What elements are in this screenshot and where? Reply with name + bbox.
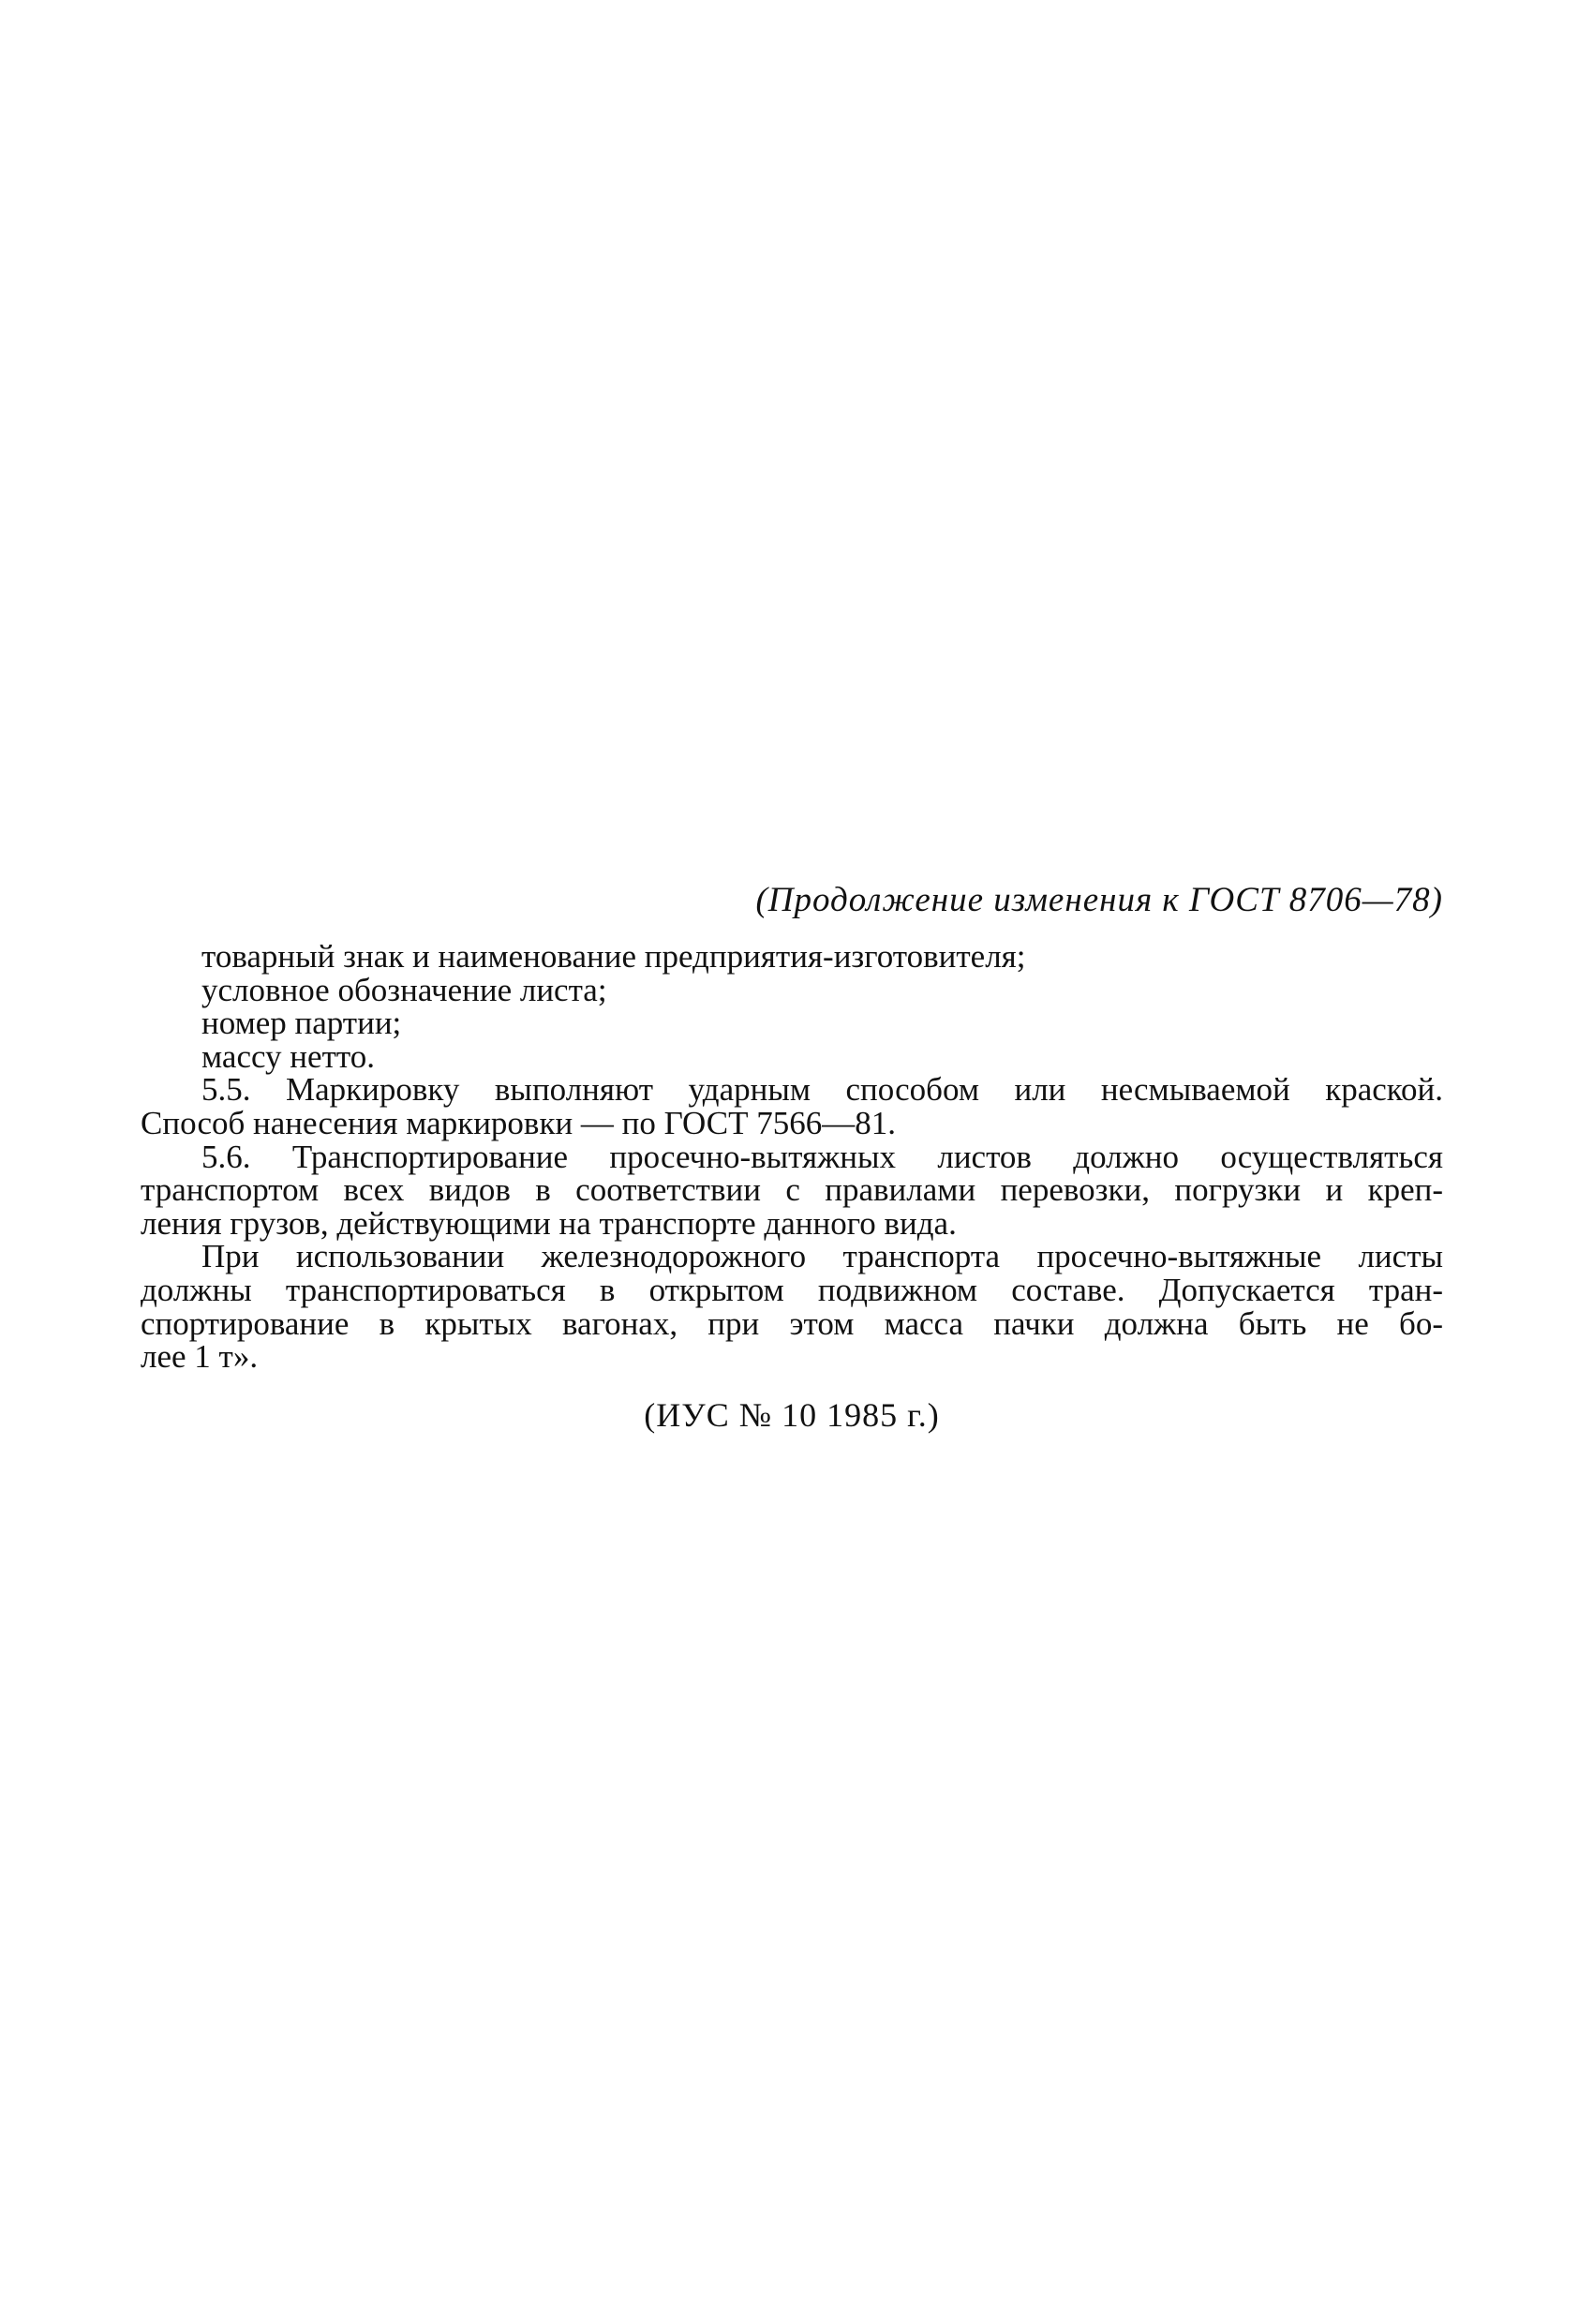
text-line: лее 1 т». (141, 1338, 259, 1376)
text-line: 5.6. Транспортирование просечно-вытяжных листов должно осуществляться (201, 1138, 1443, 1175)
text-line: транспортом всех видов в соответствии с правилами перевозки, погрузки и креп- (141, 1171, 1443, 1209)
continuation-header: (Продолжение изменения к ГОСТ 8706—78) (755, 881, 1443, 919)
text-line: 5.5. Маркировку выполняют ударным способом или несмываемой краской. (201, 1071, 1443, 1109)
text-line: товарный знак и наименование предприятия-изготовителя; (201, 938, 1026, 975)
text-line: условное обозначение листа; (201, 971, 607, 1008)
text-line: ления грузов, действующими на транспорте данного вида. (141, 1204, 957, 1242)
text-line: Способ нанесения маркировки — по ГОСТ 7566—81. (141, 1104, 896, 1141)
text-line: При использовании железнодорожного транспорта просечно-вытяжные листы (201, 1238, 1443, 1275)
document-body (141, 940, 1443, 1374)
text-line: номер партии; (201, 1005, 402, 1042)
publication-reference: (ИУС № 10 1985 г.) (644, 1396, 940, 1434)
text-line: массу нетто. (201, 1037, 375, 1075)
text-line: должны транспортироваться в открытом подвижном составе. Допускается тран- (141, 1271, 1443, 1308)
text-line: спортирование в крытых вагонах, при этом масса пачки должна быть не бо- (141, 1304, 1443, 1342)
